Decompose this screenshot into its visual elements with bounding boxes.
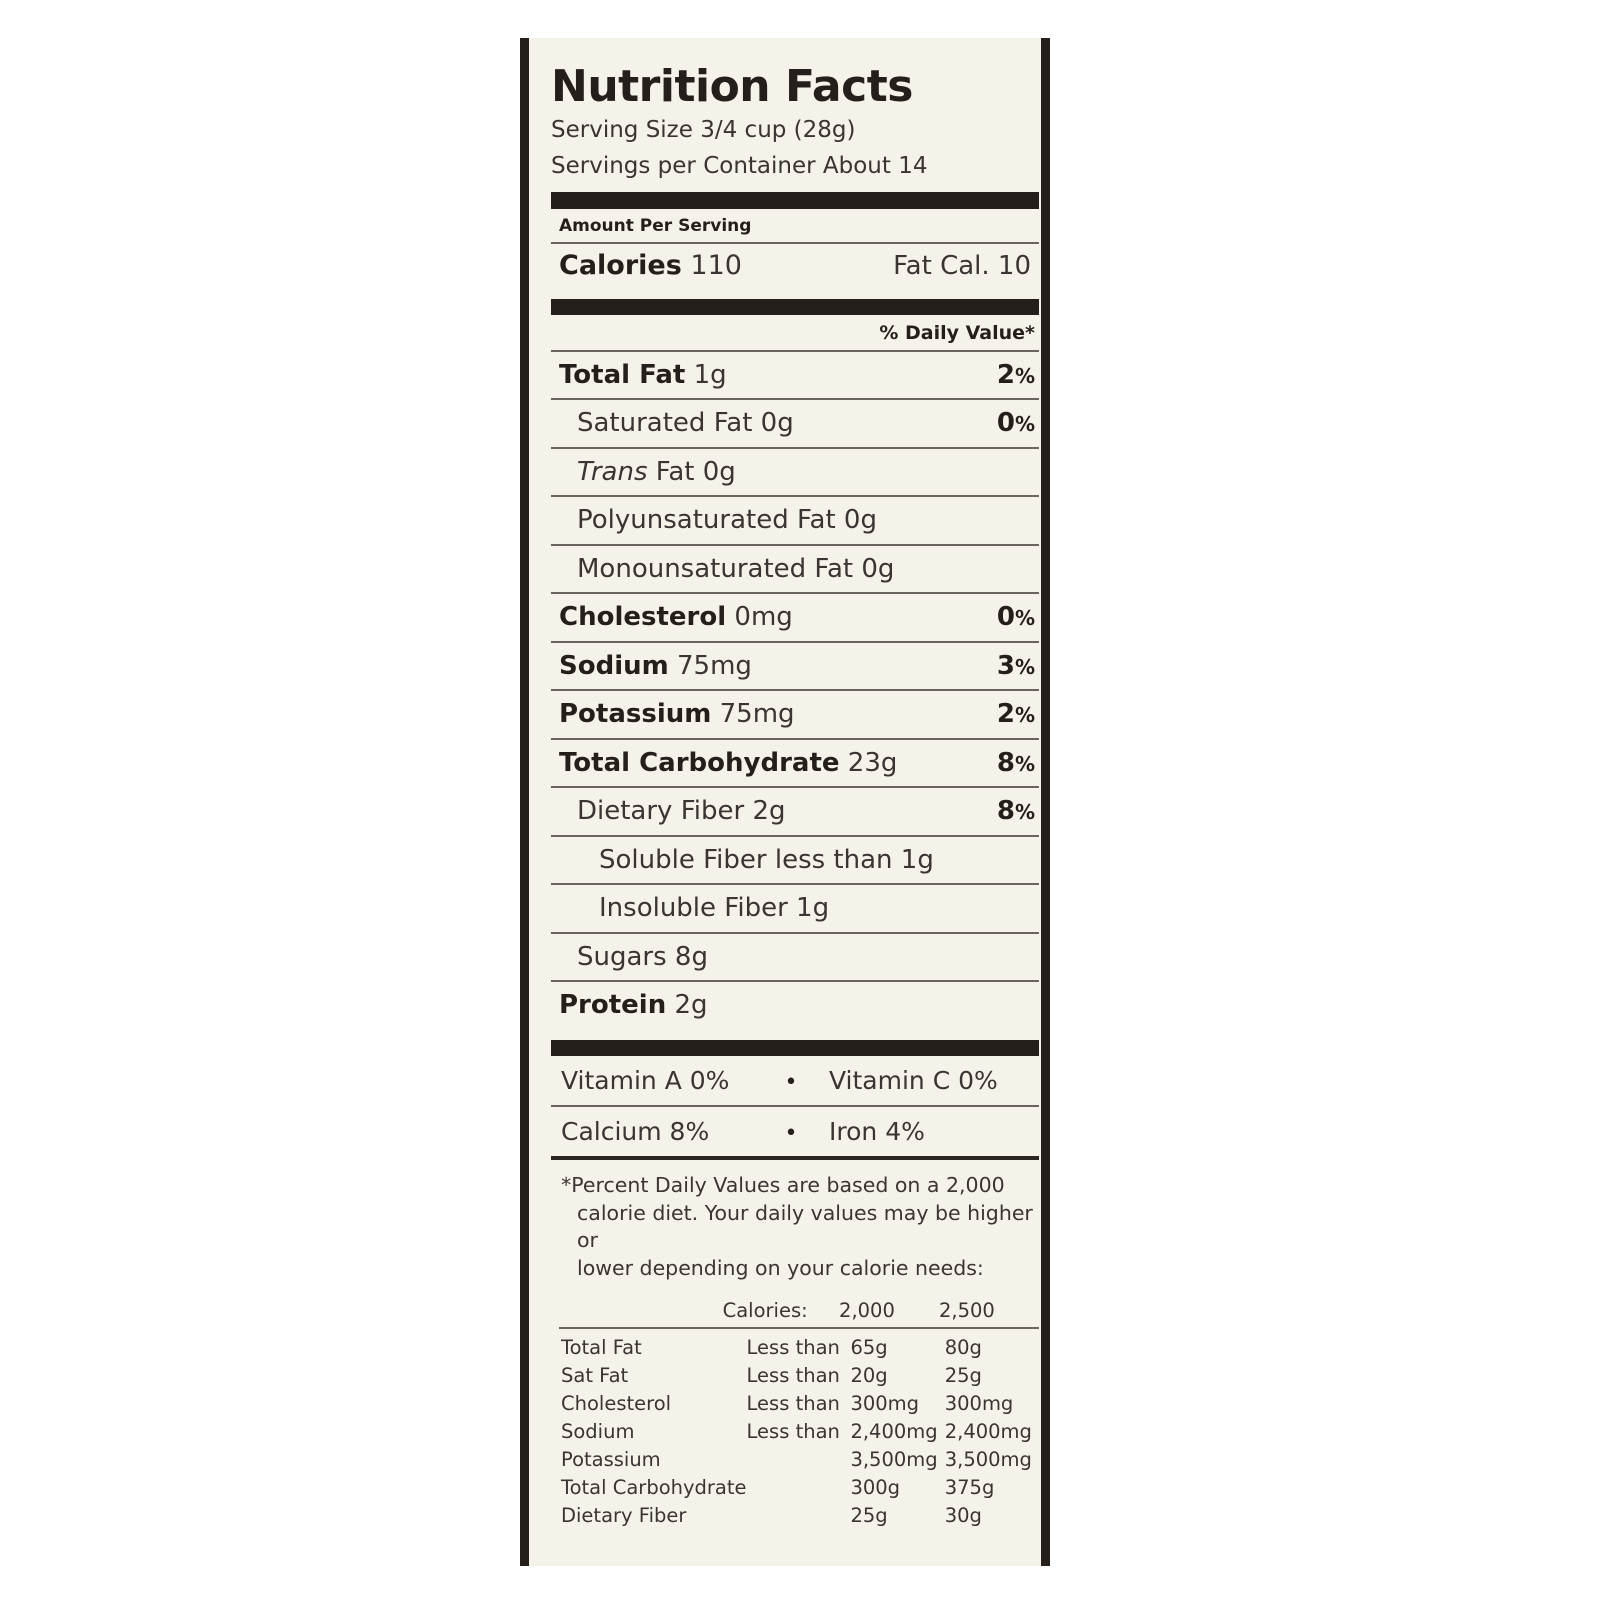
nutrient-row [551, 740, 1039, 787]
nutrient-name: Trans [577, 456, 648, 487]
calories-value: 110 [690, 249, 742, 281]
nutrient-dv: 0% [996, 408, 1035, 439]
row-2500: 25g [944, 1363, 982, 1387]
nutrient-name: Protein [559, 990, 667, 1021]
table-row [551, 1445, 1039, 1473]
daily-value-footnote [551, 1160, 1039, 1289]
nutrient-name: Total Fat [559, 359, 686, 390]
table-row [551, 1417, 1039, 1445]
nutrient-amount: 23g [847, 747, 898, 778]
header-calories: Calories: [722, 1299, 808, 1323]
calcium-value: Calcium 8% [561, 1116, 710, 1146]
amount-per-serving-label: Amount Per Serving [559, 215, 752, 236]
nutrition-facts-content [549, 38, 1041, 1529]
nutrient-name: Total Carbohydrate [559, 747, 840, 778]
vitamin-row [551, 1056, 1039, 1105]
nutrient-name: Dietary Fiber [577, 796, 745, 827]
nutrient-row [551, 982, 1039, 1029]
nutrient-amount: 75mg [676, 650, 752, 681]
row-2000: 300mg [850, 1391, 920, 1415]
nutrient-name: Polyunsaturated Fat [577, 505, 836, 536]
nutrient-row [551, 497, 1039, 544]
daily-value-header: % Daily Value* [879, 321, 1035, 344]
row-2500: 300mg [944, 1391, 1014, 1415]
row-label: Dietary Fiber [561, 1503, 687, 1527]
nutrient-dv: 8% [996, 747, 1035, 778]
nutrient-name: Monounsaturated Fat [577, 553, 854, 584]
iron-value: Iron 4% [829, 1116, 925, 1146]
bullet-dot-icon: • [784, 1120, 798, 1146]
nutrient-amount: 0g [843, 505, 877, 536]
header-2000: 2,000 [839, 1299, 895, 1323]
row-2500: 80g [944, 1335, 982, 1359]
row-qualifier: Less than [746, 1391, 840, 1415]
nutrient-row [551, 885, 1039, 932]
row-2500: 2,400mg [944, 1419, 1032, 1443]
nutrient-dv: 0% [996, 602, 1035, 633]
nutrient-amount: 1g [900, 844, 934, 875]
table-header-row [551, 1297, 1039, 1328]
table-row [551, 1389, 1039, 1417]
row-qualifier [747, 1445, 851, 1473]
nutrient-name: Cholesterol [559, 602, 727, 633]
row-label: Sat Fat [561, 1363, 629, 1387]
nutrient-amount: 0g [861, 553, 895, 584]
calories-thick-divider [551, 299, 1039, 315]
header-thick-divider [551, 192, 1039, 209]
table-row [551, 1473, 1039, 1501]
row-label: Sodium [561, 1419, 635, 1443]
table-header-divider [559, 1327, 1039, 1329]
nutrient-row [551, 643, 1039, 690]
nutrient-row [551, 837, 1039, 884]
vitamin-c-value: Vitamin C 0% [829, 1065, 998, 1095]
header-blank [551, 1297, 723, 1328]
servings-per-container-text: Servings per Container About 14 [551, 152, 928, 179]
footnote-line-3: lower depending on your calorie needs: [577, 1255, 984, 1280]
row-2000: 2,400mg [850, 1419, 938, 1443]
vitamin-a-value: Vitamin A 0% [561, 1065, 730, 1095]
serving-size-text: Serving Size 3/4 cup (28g) [551, 117, 856, 144]
nutrient-amount: 0mg [734, 602, 793, 633]
nutrient-row [551, 449, 1039, 496]
nutrient-name: Sugars [577, 941, 667, 972]
nutrient-amount: 2g [674, 990, 708, 1021]
nutrient-amount: 2g [752, 796, 786, 827]
nutrient-amount: 75mg [719, 699, 795, 730]
nutrient-row [551, 594, 1039, 641]
row-2500: 30g [944, 1503, 982, 1527]
daily-values-table [551, 1297, 1039, 1328]
nutrient-amount: 1g [693, 359, 727, 390]
nutrient-row [551, 400, 1039, 447]
footnote-line-1: *Percent Daily Values are based on a 2,000 [561, 1172, 1005, 1197]
nutrient-row [551, 788, 1039, 835]
table-row [551, 1501, 1039, 1529]
nutrient-dv: 3% [996, 650, 1035, 681]
row-2000: 65g [850, 1335, 888, 1359]
nutrient-name: Insoluble Fiber [599, 893, 788, 924]
nutrient-name: Saturated Fat [577, 408, 753, 439]
row-2500: 3,500mg [944, 1447, 1032, 1471]
row-2000: 25g [850, 1503, 888, 1527]
nutrient-name: Potassium [559, 699, 712, 730]
calories-row [551, 244, 1039, 288]
nutrient-amount: Fat 0g [655, 456, 736, 487]
table-row [551, 1361, 1039, 1389]
header-2500: 2,500 [939, 1299, 995, 1323]
row-label: Potassium [561, 1447, 661, 1471]
bullet-dot-icon: • [784, 1069, 798, 1095]
page-title: Nutrition Facts [551, 61, 913, 112]
vitamin-row [551, 1107, 1039, 1156]
row-qualifier: Less than [746, 1363, 840, 1387]
footnote-line-2: calorie diet. Your daily values may be higher or [577, 1200, 1033, 1253]
nutrient-dv: 8% [996, 796, 1035, 827]
nutrient-dv: 2% [996, 699, 1035, 730]
nutrient-name: Sodium [559, 650, 669, 681]
row-2000: 3,500mg [850, 1447, 938, 1471]
nutrient-row [551, 546, 1039, 593]
nutrient-name: Soluble Fiber less than [599, 844, 893, 875]
nutrient-amount: 8g [674, 941, 708, 972]
fat-calories-value: Fat Cal. 10 [893, 250, 1031, 281]
row-2500: 375g [944, 1475, 995, 1499]
calories-label: Calories [559, 249, 682, 281]
row-2000: 20g [850, 1363, 888, 1387]
daily-values-table-body [551, 1333, 1039, 1529]
row-qualifier: Less than [746, 1419, 840, 1443]
nutrient-row [551, 934, 1039, 981]
nutrient-row [551, 352, 1039, 399]
row-qualifier [747, 1473, 851, 1501]
nutrient-amount: 1g [796, 893, 830, 924]
calories-left [559, 250, 742, 281]
row-label: Total Fat [561, 1335, 642, 1359]
row-label: Total Carbohydrate [561, 1475, 747, 1499]
nutrient-amount: 0g [760, 408, 794, 439]
nutrition-facts-panel [520, 38, 1050, 1566]
nutrient-row [551, 691, 1039, 738]
table-row [551, 1333, 1039, 1361]
row-2000: 300g [850, 1475, 901, 1499]
nutrient-dv: 2% [996, 359, 1035, 390]
protein-thick-divider [551, 1040, 1039, 1056]
row-qualifier [747, 1501, 851, 1529]
row-label: Cholesterol [561, 1391, 672, 1415]
row-qualifier: Less than [746, 1335, 840, 1359]
